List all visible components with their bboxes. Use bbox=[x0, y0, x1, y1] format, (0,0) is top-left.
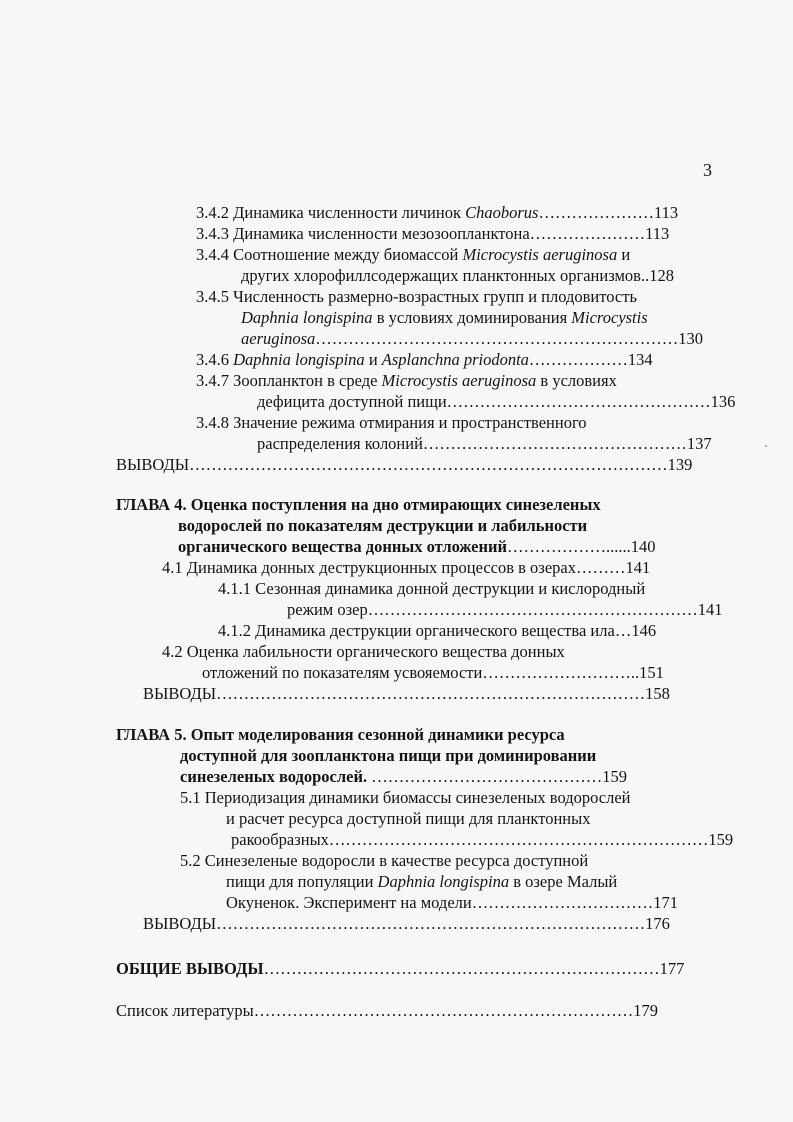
dot-leader: ……………………….. bbox=[482, 663, 640, 682]
toc-entry-title: ВЫВОДЫ bbox=[143, 914, 217, 933]
dot-leader: ………………… bbox=[529, 224, 646, 243]
toc-entry-continuation bbox=[257, 433, 712, 454]
toc-entry-conclusions bbox=[143, 913, 670, 934]
toc-page-number: 177 bbox=[659, 959, 685, 978]
toc-entry bbox=[162, 557, 650, 578]
toc-entry-continuation bbox=[241, 265, 674, 286]
toc-page-number: 141 bbox=[625, 558, 651, 577]
toc-entry-references bbox=[116, 1000, 658, 1021]
toc-chapter-heading bbox=[116, 494, 601, 515]
chapter-title: водорослей по показателям деструкции и лабильности bbox=[178, 516, 588, 535]
toc-entry-continuation bbox=[231, 829, 733, 850]
toc-entry-continuation bbox=[287, 599, 722, 620]
toc-entry-title: 3.4.4 Соотношение между биомассой bbox=[196, 245, 463, 264]
species-name: Microcystis bbox=[571, 308, 648, 327]
toc-entry bbox=[162, 641, 565, 662]
species-name: Microcystis aeruginosa bbox=[381, 371, 537, 390]
toc-chapter-heading-continuation bbox=[180, 745, 596, 766]
dot-leader: …………………………………………………………………………… bbox=[189, 455, 668, 474]
toc-chapter-heading-continuation bbox=[178, 515, 587, 536]
toc-entry bbox=[196, 202, 678, 223]
dot-leader: ……………… bbox=[528, 350, 628, 369]
toc-chapter-heading-continuation bbox=[180, 766, 627, 787]
dot-leader: ………………………………………… bbox=[446, 392, 711, 411]
species-name: aeruginosa bbox=[241, 329, 316, 348]
toc-page-number: 139 bbox=[667, 455, 693, 474]
toc-page-number: 141 bbox=[697, 600, 723, 619]
dot-leader: …………………………………… bbox=[371, 767, 603, 786]
toc-page-number: 128 bbox=[649, 266, 674, 285]
toc-entry-continuation bbox=[257, 391, 735, 412]
toc-entry-title: 5.2 Синезеленые водоросли в качестве ресурса доступной bbox=[180, 851, 589, 870]
toc-entry-title: других хлорофиллсодержащих планктонных организмов bbox=[241, 266, 641, 285]
toc-page-number: 130 bbox=[678, 329, 703, 348]
toc-entry-title: пищи для популяции bbox=[226, 872, 378, 891]
dot-leader: ………………………………………………………… bbox=[315, 329, 679, 348]
toc-entry-title: 3.4.7 Зоопланктон в среде bbox=[196, 371, 382, 390]
toc-entry bbox=[218, 578, 645, 599]
toc-page-number: 151 bbox=[639, 663, 664, 682]
toc-entry-continuation bbox=[226, 892, 678, 913]
toc-entry bbox=[196, 223, 669, 244]
dot-leader: …………………………………………………………… bbox=[328, 830, 709, 849]
species-name: Asplanchna priodonta bbox=[381, 350, 529, 369]
dot-leader: ……………………………………………………………… bbox=[263, 959, 660, 978]
toc-entry bbox=[180, 787, 631, 808]
toc-page-number: 159 bbox=[708, 830, 734, 849]
toc-entry-title: 3.4.2 Динамика численности личинок bbox=[196, 203, 466, 222]
toc-entry-title: и bbox=[617, 245, 631, 264]
species-name: Microcystis aeruginosa bbox=[462, 245, 618, 264]
toc-entry-title: распределения колоний bbox=[257, 434, 423, 453]
toc-entry-title: ВЫВОДЫ bbox=[143, 684, 217, 703]
toc-entry-title: 4.2 Оценка лабильности органического вещества донных bbox=[162, 642, 565, 661]
toc-entry bbox=[196, 370, 617, 391]
dot-leader: ………………...... bbox=[507, 537, 631, 556]
toc-chapter-heading bbox=[116, 724, 565, 745]
species-name: Daphnia longispina bbox=[241, 308, 373, 327]
toc-entry-continuation bbox=[241, 328, 703, 349]
toc-page-number: 146 bbox=[631, 621, 657, 640]
chapter-title: доступной для зоопланктона пищи при доминировании bbox=[180, 746, 597, 765]
toc-entry-title: в условиях доминирования bbox=[372, 308, 572, 327]
toc-page-number: 179 bbox=[633, 1001, 658, 1020]
toc-entry-title: Список литературы bbox=[116, 1001, 254, 1020]
toc-entry-title: 3.4.5 Численность размерно-возрастных групп и плодовитость bbox=[196, 287, 637, 306]
toc-entry-title: режим озер bbox=[287, 600, 368, 619]
toc-page-number: 136 bbox=[710, 392, 736, 411]
dot-leader: ………………… bbox=[538, 203, 654, 222]
toc-entry bbox=[218, 620, 656, 641]
dot-leader: …………………………………………………… bbox=[367, 600, 698, 619]
chapter-title: органического вещества донных отложений bbox=[178, 537, 508, 556]
scan-speck bbox=[765, 445, 767, 447]
toc-entry-title: и расчет ресурса доступной пищи для планктонных bbox=[226, 809, 591, 828]
dot-leader: .. bbox=[640, 266, 650, 285]
toc-entry bbox=[196, 286, 637, 307]
chapter-title: синезеленых водорослей. bbox=[180, 767, 372, 786]
toc-entry bbox=[196, 349, 653, 370]
toc-page-number: 158 bbox=[645, 684, 670, 703]
toc-entry bbox=[196, 244, 630, 265]
species-name: Chaoborus bbox=[465, 203, 539, 222]
toc-page-number: 171 bbox=[653, 893, 678, 912]
toc-entry-title: дефицита доступной пищи bbox=[257, 392, 447, 411]
toc-entry-number: 3.4.6 bbox=[196, 350, 234, 369]
toc-page-number: 134 bbox=[627, 350, 653, 369]
dot-leader: …………………………………………………………… bbox=[253, 1001, 634, 1020]
species-name: Daphnia longispina bbox=[377, 872, 510, 891]
toc-entry-title: 5.1 Периодизация динамики биомассы синезеленых водорослей bbox=[180, 788, 631, 807]
toc-entry-title: в условиях bbox=[536, 371, 617, 390]
toc-entry-title: 4.1.1 Сезонная динамика донной деструкции и кислородный bbox=[218, 579, 646, 598]
toc-entry-continuation bbox=[202, 662, 664, 683]
toc-entry-title: Окуненок. Эксперимент на модели bbox=[226, 893, 472, 912]
toc-page-number: 159 bbox=[602, 767, 627, 786]
dot-leader: ………………………………………… bbox=[422, 434, 687, 453]
page-number: 3 bbox=[703, 160, 712, 180]
toc-entry-continuation bbox=[226, 808, 590, 829]
toc-page-number: 113 bbox=[645, 224, 670, 243]
toc-entry-title: ВЫВОДЫ bbox=[116, 455, 190, 474]
dot-leader: … bbox=[614, 621, 632, 640]
toc-entry-title: и bbox=[364, 350, 382, 369]
chapter-title: ГЛАВА 5. Опыт моделирования сезонной динамики ресурса bbox=[116, 725, 565, 744]
toc-entry-title: ракообразных bbox=[231, 830, 329, 849]
toc-entry-title: ОБЩИЕ ВЫВОДЫ bbox=[116, 959, 264, 978]
species-name: Daphnia longispina bbox=[233, 350, 365, 369]
toc-entry-conclusions bbox=[116, 454, 692, 475]
toc-entry-title: 3.4.3 Динамика численности мезозоопланктона bbox=[196, 224, 530, 243]
toc-entry-title: 3.4.8 Значение режима отмирания и пространственного bbox=[196, 413, 587, 432]
toc-page-number: 176 bbox=[645, 914, 670, 933]
dot-leader: …………………………………………………………………… bbox=[216, 914, 646, 933]
dot-leader: …………………………… bbox=[471, 893, 654, 912]
toc-page-number: 113 bbox=[653, 203, 679, 222]
toc-chapter-heading-continuation bbox=[178, 536, 656, 557]
toc-entry bbox=[196, 412, 587, 433]
toc-entry-title: отложений по показателям усвояемости bbox=[202, 663, 483, 682]
dot-leader: ……… bbox=[575, 558, 626, 577]
chapter-title: ГЛАВА 4. Оценка поступления на дно отмирающих синезеленых bbox=[116, 495, 601, 514]
dot-leader: …………………………………………………………………… bbox=[216, 684, 646, 703]
toc-page-number: 137 bbox=[686, 434, 712, 453]
toc-entry-general-conclusions bbox=[116, 958, 684, 979]
toc-entry-conclusions bbox=[143, 683, 670, 704]
toc-entry-continuation bbox=[226, 871, 617, 892]
toc-entry bbox=[180, 850, 588, 871]
toc-entry-title: в озере Малый bbox=[509, 872, 618, 891]
toc-entry-continuation bbox=[241, 307, 648, 328]
toc-entry-title: 4.1.2 Динамика деструкции органического вещества ила bbox=[218, 621, 615, 640]
toc-page-number: 140 bbox=[630, 537, 656, 556]
toc-entry-title: 4.1 Динамика донных деструкционных процессов в озерах bbox=[162, 558, 576, 577]
